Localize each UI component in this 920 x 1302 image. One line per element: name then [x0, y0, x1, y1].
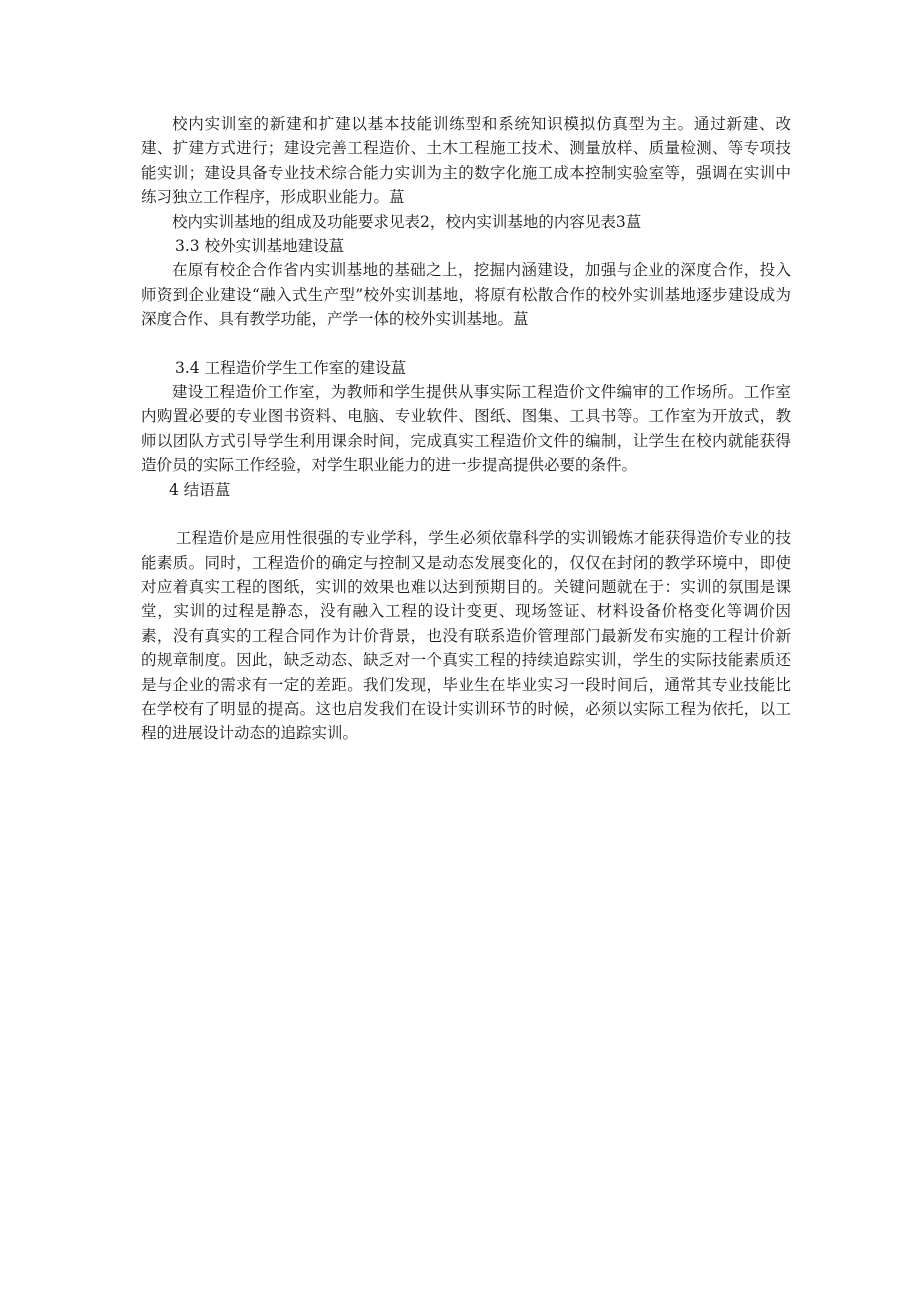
section-heading-3-3: 3.3 校外实训基地建设蒀	[175, 237, 345, 256]
spacer	[141, 502, 791, 526]
spacer	[141, 332, 791, 356]
paragraph-offcampus-base: 在原有校企合作省内实训基地的基础之上，挖掘内涵建设，加强与企业的深度合作，投入师资到企业建设“融入式生产型”校外实训基地，将原有松散合作的校外实训基地逐步建设成为深度合作、具有教学功能，产学一体的校外实训基地。蒀	[141, 261, 791, 329]
document-body	[141, 112, 791, 746]
paragraph-campus-training-rooms: 校内实训室的新建和扩建以基本技能训练型和系统知识模拟仿真型为主。通过新建、改建、扩建方式进行；建设完善工程造价、土木工程施工技术、测量放样、质量检测、等专项技能实训；建设具备专业技术综合能力实训为主的数字化施工成本控制实验室等，强调在实训中练习独立工作程序，形成职业能力。蒀	[141, 115, 791, 207]
paragraph-conclusion: 工程造价是应用性很强的专业学科，学生必须依靠科学的实训锻炼才能获得造价专业的技能素质。同时，工程造价的确定与控制又是动态发展变化的，仅仅在封闭的教学环境中，即使对应着真实工程的图纸，实训的效果也难以达到预期目的。关键问题就在于：实训的氛围是课堂，实训的过程是静态，没有融入工程的设计变更、现场签证、材料设备价格变化等调价因素，没有真实的工程合同作为计价背景，也没有联系造价管理部门最新发布实施的工程计价新的规章制度。因此，缺乏动态、缺乏对一个真实工程的持续追踪实训，学生的实际技能素质还是与企业的需求有一定的差距。我们发现，毕业生在毕业实习一段时间后，通常其专业技能比在学校有了明显的提高。这也启发我们在设计实训环节的时候，必须以实际工程为依托，以工程的进展设计动态的追踪实训。	[141, 529, 791, 743]
paragraph-campus-base-tables: 校内实训基地的组成及功能要求见表2，校内实训基地的内容见表3蒀	[172, 212, 642, 231]
section-heading-3-4: 3.4 工程造价学生工作室的建设蒀	[175, 358, 407, 377]
section-heading-4: 4 结语蒀	[169, 480, 231, 499]
paragraph-cost-studio: 建设工程造价工作室，为教师和学生提供从事实际工程造价文件编审的工作场所。工作室内购置必要的专业图书资料、电脑、专业软件、图纸、图集、工具书等。工作室为开放式，教师以团队方式引导学生利用课余时间，完成真实工程造价文件的编制，让学生在校内就能获得造价员的实际工作经验，对学生职业能力的进一步提高提供必要的条件。	[141, 383, 791, 475]
